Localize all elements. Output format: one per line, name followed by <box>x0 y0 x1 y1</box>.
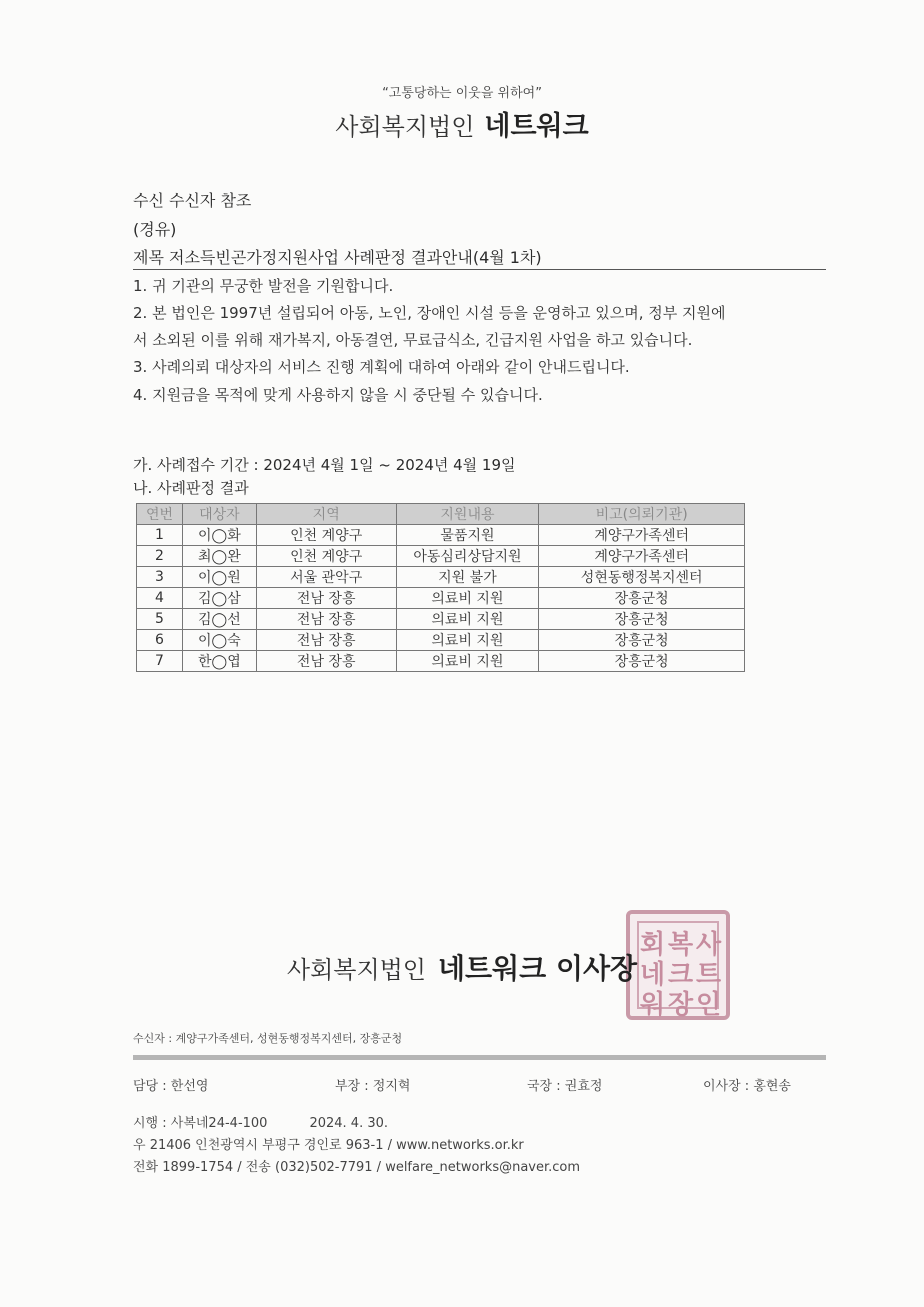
footer-divider <box>133 1055 826 1060</box>
staff-manager: 부장 : 정지혁 <box>335 1079 411 1094</box>
paragraph-4: 4. 지원금을 목적에 맞게 사용하지 않을 시 중단될 수 있습니다. <box>133 386 543 404</box>
cell-no: 6 <box>137 630 183 651</box>
seal-character: 복 <box>668 930 694 960</box>
paragraph-3: 3. 사례의뢰 대상자의 서비스 진행 계획에 대하여 아래와 같이 안내드립니다. <box>133 358 630 376</box>
cell-region: 전남 장흥 <box>256 588 396 609</box>
cell-note: 장흥군청 <box>539 588 745 609</box>
cell-support: 의료비 지원 <box>396 651 539 672</box>
cell-note: 계양구가족센터 <box>539 546 745 567</box>
seal-character: 사 <box>696 930 722 960</box>
cell-support: 의료비 지원 <box>396 630 539 651</box>
enforcement-number: 시행 : 사복네24-4-100 <box>133 1116 268 1131</box>
subject-rule <box>133 269 826 270</box>
col-header-region: 지역 <box>256 504 396 525</box>
cell-note: 장흥군청 <box>539 630 745 651</box>
signature-prefix: 사회복지법인 <box>286 956 426 984</box>
cell-target: 이◯원 <box>182 567 256 588</box>
cell-target: 김◯선 <box>182 609 256 630</box>
paragraph-1: 1. 귀 기관의 무궁한 발전을 기원합니다. <box>133 277 394 295</box>
staff-director: 국장 : 권효정 <box>527 1079 603 1094</box>
org-prefix: 사회복지법인 <box>335 113 475 141</box>
table-row <box>137 525 745 546</box>
col-header-note: 비고(의뢰기관) <box>539 504 745 525</box>
table-row <box>137 546 745 567</box>
cell-no: 7 <box>137 651 183 672</box>
enforcement-date: 2024. 4. 30. <box>309 1116 389 1131</box>
cell-no: 4 <box>137 588 183 609</box>
col-header-no: 연번 <box>137 504 183 525</box>
seal-character: 크 <box>668 960 694 990</box>
recipient-line: 수신 수신자 참조 <box>133 191 252 210</box>
seal-character: 회 <box>640 930 666 960</box>
table-row <box>137 630 745 651</box>
cell-region: 서울 관악구 <box>256 567 396 588</box>
paragraph-2: 2. 본 법인은 1997년 설립되어 아동, 노인, 장애인 시설 등을 운영하고 있으며, 정부 지원에 <box>133 304 726 322</box>
table-row <box>137 651 745 672</box>
cell-region: 전남 장흥 <box>256 630 396 651</box>
cell-support: 물품지원 <box>396 525 539 546</box>
cell-support: 아동심리상담지원 <box>396 546 539 567</box>
cell-note: 계양구가족센터 <box>539 525 745 546</box>
subject-line: 제목 저소득빈곤가정지원사업 사례판정 결과안내(4월 1차) <box>133 248 542 267</box>
paragraph-2-cont: 서 소외된 이를 위해 재가복지, 아동결연, 무료급식소, 긴급지원 사업을 하고 있습니다. <box>133 331 693 349</box>
cell-support: 의료비 지원 <box>396 588 539 609</box>
col-header-support: 지원내용 <box>396 504 539 525</box>
cell-support: 의료비 지원 <box>396 609 539 630</box>
col-header-target: 대상자 <box>182 504 256 525</box>
org-name: 네트워크 <box>484 111 589 142</box>
cell-no: 2 <box>137 546 183 567</box>
cell-region: 전남 장흥 <box>256 651 396 672</box>
seal-character: 트 <box>696 960 722 990</box>
cc-recipients: 수신자 : 계양구가족센터, 성현동행정복지센터, 장흥군청 <box>133 1032 403 1045</box>
enforcement-line <box>133 1112 388 1131</box>
via-line: (경유) <box>133 220 177 239</box>
cell-no: 1 <box>137 525 183 546</box>
cell-no: 5 <box>137 609 183 630</box>
table-header-row <box>137 504 745 525</box>
seal-character: 네 <box>640 960 666 990</box>
cell-region: 인천 계양구 <box>256 546 396 567</box>
cell-target: 한◯엽 <box>182 651 256 672</box>
organization-header <box>0 104 924 143</box>
signature-name: 네트워크 이사장 <box>438 952 638 985</box>
result-heading: 나. 사례판정 결과 <box>133 479 249 497</box>
seal-character: 장 <box>668 990 694 1020</box>
table-row <box>137 588 745 609</box>
seal-character: 워 <box>640 990 666 1020</box>
cell-note: 장흥군청 <box>539 651 745 672</box>
cell-note: 장흥군청 <box>539 609 745 630</box>
cell-region: 전남 장흥 <box>256 609 396 630</box>
cell-note: 성현동행정복지센터 <box>539 567 745 588</box>
cell-no: 3 <box>137 567 183 588</box>
case-result-table <box>136 503 745 672</box>
cell-target: 최◯완 <box>182 546 256 567</box>
case-period: 가. 사례접수 기간 : 2024년 4월 1일 ~ 2024년 4월 19일 <box>133 456 516 474</box>
seal-character: 인 <box>696 990 722 1020</box>
table-row <box>137 567 745 588</box>
address-line: 우 21406 인천광역시 부평구 경인로 963-1 / www.networks.or.kr <box>133 1138 524 1153</box>
contact-line: 전화 1899-1754 / 전송 (032)502-7791 / welfare_networks@naver.com <box>133 1160 581 1175</box>
cell-target: 이◯화 <box>182 525 256 546</box>
cell-region: 인천 계양구 <box>256 525 396 546</box>
signature-line <box>0 947 924 987</box>
cell-support: 지원 불가 <box>396 567 539 588</box>
staff-in-charge: 담당 : 한선영 <box>133 1079 209 1094</box>
table-row <box>137 609 745 630</box>
cell-target: 김◯삼 <box>182 588 256 609</box>
staff-chairman: 이사장 : 홍현송 <box>703 1079 791 1094</box>
cell-target: 이◯숙 <box>182 630 256 651</box>
slogan: “고통당하는 이웃을 위하여” <box>382 86 542 101</box>
